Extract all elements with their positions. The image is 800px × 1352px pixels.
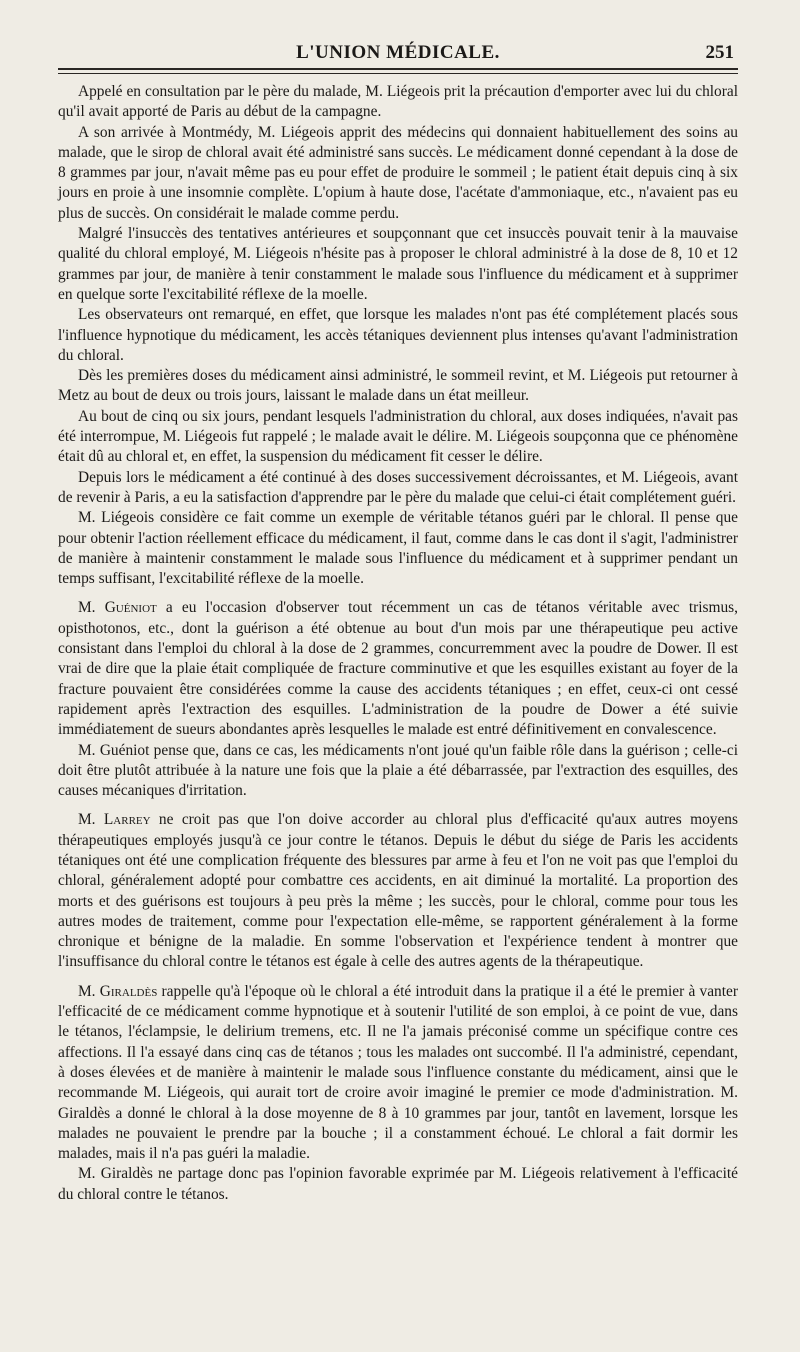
paragraph: Depuis lors le médicament a été continué à des doses successivement décroissantes, et M. Liégeois, avant de revenir à Paris, a eu la satisfaction d'apprendre par le père du malade que celui-ci était complétement guéri. [58, 468, 738, 506]
paragraph: M. Liégeois considère ce fait comme un exemple de véritable tétanos guéri par le chloral. Il pense que pour obtenir l'action réellement efficace du médicament, il faut, comme dans le cas dont il s'agit, l'administrer de manière à maintenir constamment le malade sous l'influence du médicament et à supprimer pendant un temps suffisant, l'excitabilité réflexe de la moelle. [58, 509, 738, 588]
journal-title: L'UNION MÉDICALE. [296, 42, 500, 63]
speaker-name: Guéniot [104, 599, 157, 617]
running-header [58, 38, 738, 70]
paragraph: Appelé en consultation par le père du malade, M. Liégeois prit la précaution d'emporter avec lui du chloral qu'il avait apporté de Paris au début de la campagne. [58, 83, 738, 121]
speaker-name: Larrey [103, 811, 151, 829]
article-body [58, 82, 738, 1205]
paragraph-gueniot: M. Guéniot a eu l'occasion d'observer tout récemment un cas de tétanos véritable avec trismus, opisthotonos, etc., dont la guérison a été obtenue au bout d'un mois par une thérapeutique peu active consistant dans l'emploi du chloral à la dose de 2 grammes, concurremment avec la poudre de Dower. Il est vrai de dire que la plaie était compliquée de fracture comminutive et que les esquilles existant au foyer de la fracture pouvaient être considérées comme la cause des accidents tétaniques ; en effet, ceux-ci ont cessé rapidement après l'extraction des esquilles. L'administration de la poudre de Dower a été suivie immédiatement de sueurs abondantes après lesquelles le malade est entré définitivement en convalescence. [58, 599, 738, 739]
paragraph: M. Giraldès ne partage donc pas l'opinion favorable exprimée par M. Liégeois relativement à l'efficacité du chloral contre le tétanos. [58, 1165, 738, 1203]
paragraph-giraldes: M. Giraldès rappelle qu'à l'époque où le chloral a été introduit dans la pratique il a été le premier à vanter l'efficacité de ce médicament comme hypnotique et à soutenir l'utilité de son emploi, à ce point de vue, dans le tétanos, l'éclampsie, le delirium tremens, etc. Il ne l'a jamais préconisé comme un spécifique contre ces affections. Il l'a essayé dans cinq cas de tétanos ; tous les malades ont succombé. Il l'a administré, cependant, à doses élevées et de manière à maintenir le malade sous l'influence constante du médicament, ainsi que le recommande M. Liégeois, qui aurait tort de croire avoir imaginé le premier ce mode d'administration. M. Giraldès a donné le chloral à la dose moyenne de 8 à 10 grammes par jour, tantôt en lavement, lorsque les malades ne pouvaient le prendre par la bouche ; il a constamment échoué. Le chloral a fait dormir les malades, mais il n'a pas guéri la maladie. [58, 982, 738, 1163]
paragraph-larrey: M. Larrey ne croit pas que l'on doive accorder au chloral plus d'efficacité qu'aux autres moyens thérapeutiques employés jusqu'à ce jour contre le tétanos. Depuis le début du siége de Paris les accidents tétaniques ont été une complication fréquente des blessures par arme à feu et l'on ne voit pas que l'emploi du chloral, généralement adopté pour combattre ces accidents, en ait diminué la mortalité. La proportion des morts et des guérisons est toujours à peu près la même ; les succès, pour le chloral, comme pour tous les autres modes de traitement, comme pour l'expectation elle-même, se rapportent généralement à la forme chronique et bénigne de la maladie. En somme l'observation et l'expérience tendent à montrer que l'insuffisance du chloral contre le tétanos est égale à celle des autres agents de la thérapeutique. [58, 811, 738, 971]
paragraph: Au bout de cinq ou six jours, pendant lesquels l'administration du chloral, aux doses indiquées, n'avait pas été interrompue, M. Liégeois fut rappelé ; le malade avait le délire. M. Liégeois soupçonna que ce phénomène était dû au chloral et, en effet, la suspension du médicament fit cesser le délire. [58, 407, 738, 466]
header-rule [58, 73, 738, 74]
paragraph: A son arrivée à Montmédy, M. Liégeois apprit des médecins qui donnaient habituellement des soins au malade, que le sirop de chloral avait été administré sans succès. Le médicament donné cependant à la dose de 8 grammes par jour, n'avait même pas eu pour effet de produire le sommeil ; le patient était depuis cinq à six jours en proie à une insomnie complète. L'opium à haute dose, l'acétate d'ammoniaque, etc., n'avaient pas eu plus de succès. On considérait le malade comme perdu. [58, 123, 738, 222]
page-number: 251 [705, 42, 734, 63]
paragraph: M. Guéniot pense que, dans ce cas, les médicaments n'ont joué qu'un faible rôle dans la guérison ; celle-ci doit être plutôt attribuée à la nature une fois que la plaie a été débarrassée, par l'extraction des esquilles, des causes mécaniques d'irritation. [58, 741, 738, 800]
paragraph: Malgré l'insuccès des tentatives antérieures et soupçonnant que cet insuccès pouvait tenir à la mauvaise qualité du chloral employé, M. Liégeois n'hésite pas à proposer le chloral administré à la dose de 8, 10 et 12 grammes par jour, de manière à tenir constamment le malade sous l'influence du médicament et à supprimer en quelque sorte l'excitabilité réflexe de la moelle. [58, 225, 738, 303]
paragraph: Les observateurs ont remarqué, en effet, que lorsque les malades n'ont pas été complétement placés sous l'influence hypnotique du médicament, les accès tétaniques deviennent plus intenses qu'avant l'administration du chloral. [58, 306, 738, 364]
speaker-name: Giraldès [99, 982, 158, 1000]
paragraph: Dès les premières doses du médicament ainsi administré, le sommeil revint, et M. Liégeois put retourner à Metz au bout de deux ou trois jours, laissant le malade dans un état meilleur. [58, 367, 738, 405]
